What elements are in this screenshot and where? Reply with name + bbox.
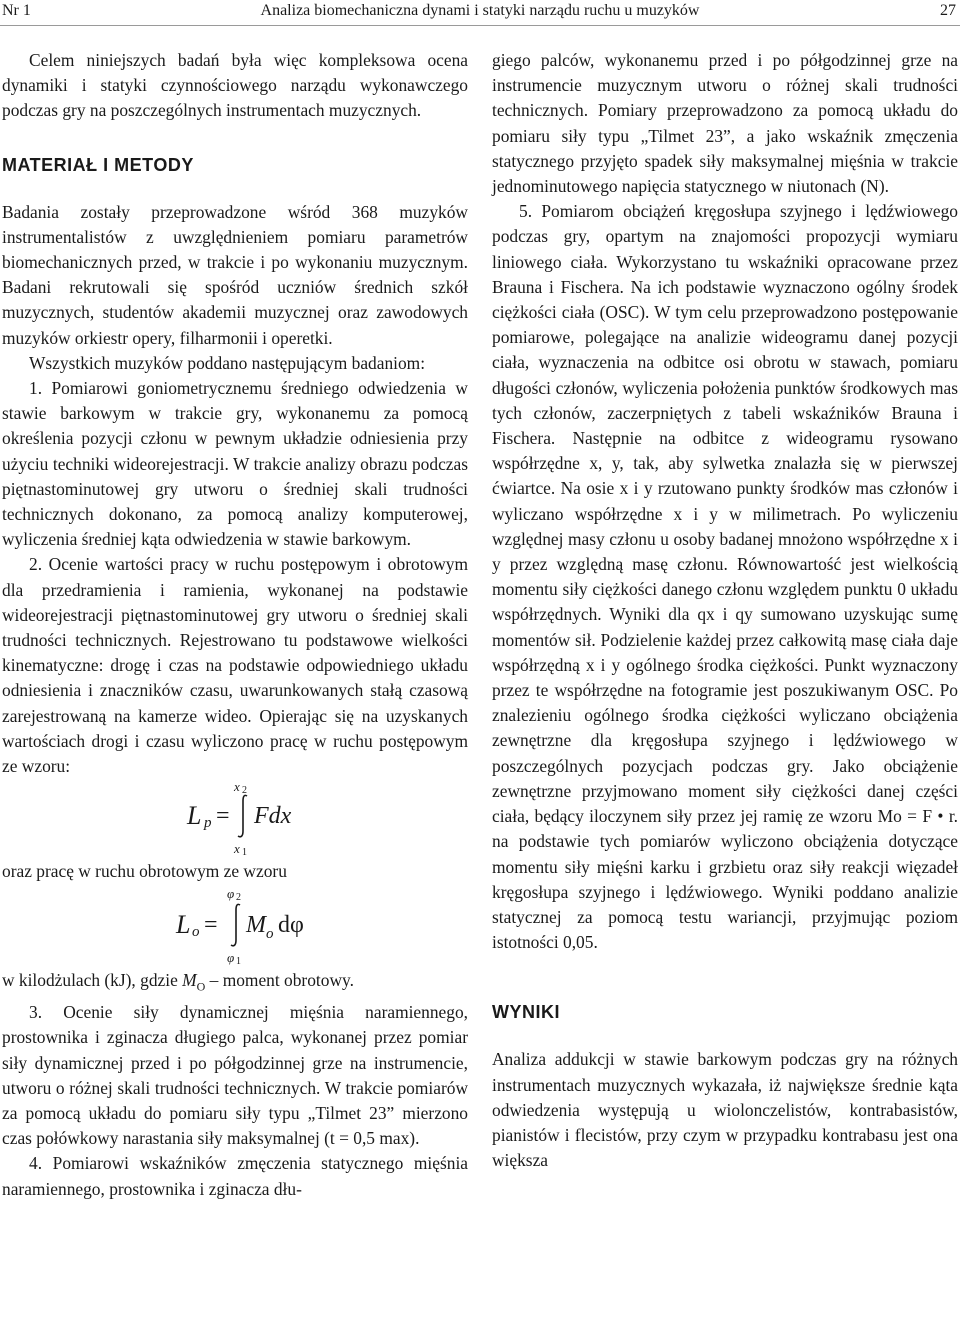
methods-item-4: 4. Pomiarowi wskaźników zmęczenia statycznego mięśnia naramiennego, prostownika i zginacza dłu- [2,1153,468,1199]
formula-integrand-subscript: o [266,926,274,943]
page-number: 27 [940,2,956,19]
running-title: Analiza biomechaniczna dynami i statyki narządu ruchu u muzyków [260,2,700,19]
methods-item-1: 1. Pomiarowi goniometrycznemu średniego odwiedzenia w stawie barkowym w trakcie gry, wykonanemu za pomocą określenia pozycji członu w pewnym układzie odniesienia przy użyciu techniki wideorejestracji. W trakcie analizy obrazu podczas piętnastominutowej gry utworu o średniej skali trudności technicznych dokonano, za pomocą analizy komputerowej, wyliczenia średniej kąta odwiedzenia w stawie barkowym. [2,378,468,550]
after-formula-text [2,968,468,1000]
integral-sign [229,902,243,948]
methods-item-2: 2. Ocenie wartości pracy w ruchu postępowym i obrotowym dla przedramienia i ramienia, wykonanej na podstawie wideorejestracji piętnastominutowej gry utworu o średniej skali trudności technicznych. Rejestrowano tu podstawowe wielkości kinematyczne: drogę i czas na podstawie odpowiedniego układu odniesienia i znaczników czasu, uwarunkowanych stałą czasową zarejestrowaną na kamerze wideo. Opierając się na uzyskanych wartościach drogi i czasu wyliczono pracę w ruchu postępowym ze wzoru: [2,554,468,777]
section-title-methods: MATERIAŁ I METODY [2,154,194,175]
integral-lower-limit: φ [227,950,235,966]
moment-symbol: M [182,970,197,991]
methods-item-5: 5. Pomiarom obciążeń kręgosłupa szyjnego i lędźwiowego podczas gry, opartym na znajomości propozycji wymiaru liniowego ciała. Wykorzystano tu wskaźniki opracowane przez Brauna i Fischera. Na ich podstawie wyznaczono ogólny środek ciężkości ciała (OSC). W tym celu przeprowadzono postępowanie pomiarowe, polegające na analizie wideogramu danej pozycji ciała, wyznaczenia na odbitce osi obrotu w stawach, pomiaru długości członów, wyliczenia położenia punktów środkowych mas tych członów, zaczerpniętych z tabeli wskaźników Brauna i Fischera. Następnie na odbitce z wideogramu rysowano współrzędne x, y, tak, aby sylwetka znalazła się w pierwszej ćwiartce. Na osie x i y rzutowano punkty środków mas członów i wyliczano współrzędne x i y w milimetrach. Po wyliczeniu względnej masy członu u osoby badanej mnożono współrzędne x i y przez względną masę członu. Równowartość jest wielkością momentu siły ciężkości danego członu względem punktu 0 układu współrzędnych. Wyniki dla qx i qy sumowano uzyskując sumę momentów sił. Podzielenie każdej przez całkowitą masę ciała daje współrzędną x i y ogólnego środka ciężkości. Punkt wyznaczony przez te współrzędne na fotogramie jest poszukiwanym OSC. Po znalezieniu ogólnego środka ciężkości wyliczano obciążenia zewnętrzne dla kręgosłupa szyjnego i lędźwiowego w poszczególnych pozycjach podczas gry. Jako obciążenie zewnętrzne przyjmowano moment siły ciężkości danej części ciała, będący iloczynem siły przez jej ramię ze wzoru Mo = F • r. na podstawie tych pomiarów wyliczono obciążenia dotyczące momentu siły mięśni karku i grzbietu oraz siły reakcji więzadeł kręgosłupa szyjnego i lędźwiowego. Wyniki poddano analizie statycznej za pomocą testu wariancji, przyjmując poziom istotności 0,05. [492,201,958,953]
methods-item-4-continued: giego palców, wykonanemu przed i po półgodzinnej grze na instrumencie muzycznym utworu o różnej skali trudności technicznych. Pomiary przeprowadzono za pomocą układu do pomiaru siły typu „Tilmet 23”, a jako wskaźnik zmęczenia statycznego przyjęto spadek siły maksymalnej mięśnia w trakcie jednominutowego napięcia statycznego w niutonach (N). [492,50,958,197]
intro-paragraph: Celem niniejszych badań była więc kompleksowa ocena dynamiki i statyki czynnościowego narządu wykonawczego podczas gry na poszczególnych instrumentach muzycznych. [2,50,468,121]
integral-lower-limit-index: 1 [242,847,247,859]
integral-lower-limit-index: 1 [236,956,241,968]
formula-equals: = [216,803,230,830]
formula-integrand: Fdx [254,803,292,830]
integral-upper-limit: φ [227,886,235,902]
formula-equals: = [204,912,218,939]
left-column [2,48,468,1202]
after-formula-lead: w kilodżulach (kJ), gdzie [2,970,183,991]
moment-symbol-subscript: O [196,979,206,994]
after-formula-tail: – moment obrotowy. [205,970,354,991]
running-header [0,0,960,26]
methods-item-3: 3. Ocenie siły dynamicznej mięśnia naramiennego, prostownika i zginacza długiego palca, wykonanej przez pomiar siły dynamicznej przed i po półgodzinnej grze na instrumencie, utworu o różnej skali trudności technicznych. W trakcie pomiarów za pomocą układu do pomiaru siły typu „Tilmet 23” mierzono czas połówkowy narastania siły maksymalnej (t = 0,5 max). [2,1002,468,1149]
section-title-results: WYNIKI [492,1002,560,1023]
results-paragraph-1: Analiza addukcji w stawie barkowym podczas gry na różnych instrumentach muzycznych wykazała, iż największe średnie kąta odwiedzenia występują u wiolonczelistów, kontrabasistów, pianistów i flecistów, przy czym w przypadku kontrabasu jest ona większa [492,1049,958,1171]
issue-number: Nr 1 [2,2,31,19]
formula-rotational-work [2,884,468,968]
methods-paragraph-1: Badania zostały przeprowadzone wśród 368 muzyków instrumentalistów z uwzględnieniem pomiaru parametrów biomechanicznych przed, w trakcie i po wykonaniu muzycznym. Badani rekrutowali się spośród uczniów średnich szkół muzycznych, studentów akademii muzycznej oraz zawodowych muzyków orkiestr opery, filharmonii i operetki. [2,201,468,348]
integral-upper-limit-index: 2 [242,785,247,797]
integral-sign [236,793,250,839]
integral-upper-limit-index: 2 [236,892,241,904]
integral-lower-limit: x [234,841,240,857]
formula-lhs: L [176,910,191,940]
formula-lhs-subscript: o [192,924,200,941]
formula-lhs: L [187,801,202,831]
header-divider [0,25,960,26]
formula-integrand-differential: dφ [278,912,304,939]
formula-lhs-subscript: p [204,815,212,832]
formula-integrand-moment: M [246,912,266,939]
right-column [492,48,958,1173]
between-formulas-text: oraz pracę w ruchu obrotowym ze wzoru [2,861,287,882]
integral-upper-limit: x [234,779,240,795]
formula-translational-work [2,779,468,859]
methods-paragraph-2: Wszystkich muzyków poddano następującym badaniom: [29,352,426,373]
